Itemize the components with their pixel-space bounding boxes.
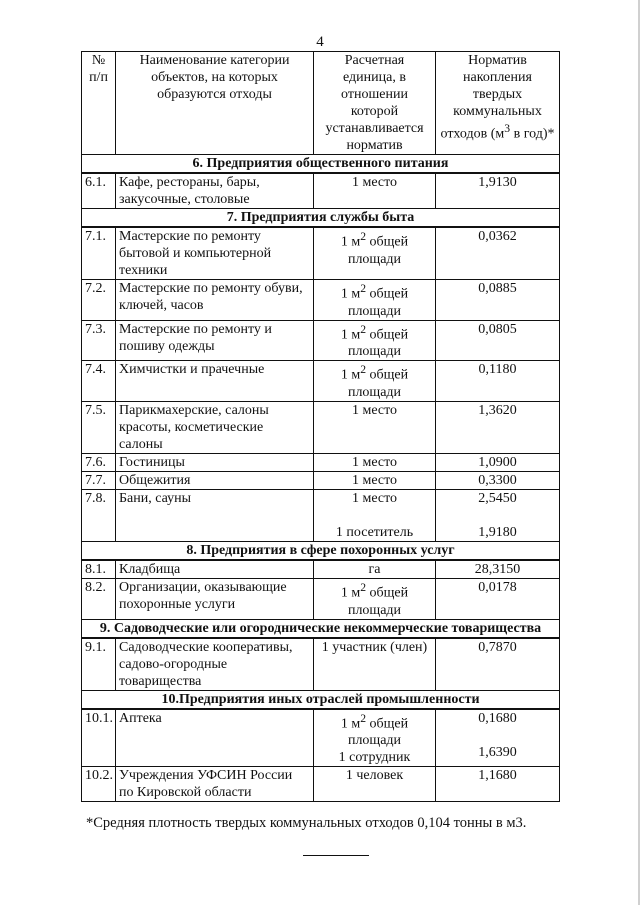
- row-unit: [314, 560, 436, 579]
- page-number: 4: [316, 34, 324, 50]
- table-row: [82, 471, 560, 489]
- value-text: 1,9130: [478, 175, 517, 190]
- row-unit: [314, 227, 436, 280]
- row-name: Парикмахерские, салоны красоты, косметические салоны: [116, 401, 314, 453]
- row-number: 7.2.: [82, 280, 116, 321]
- table-row: [82, 280, 560, 321]
- row-unit: [314, 767, 436, 802]
- value-text: 0,1180: [478, 362, 517, 378]
- table-row: [82, 767, 560, 802]
- table-row: [82, 709, 560, 767]
- unit-prefix: 1 м: [340, 367, 361, 383]
- value-text: 1,0900: [478, 454, 517, 470]
- section-row: [82, 209, 560, 228]
- unit-prefix: 1 м: [340, 327, 361, 343]
- section-row: [82, 619, 560, 638]
- section-title: 10.Предприятия иных отраслей промышленности: [82, 690, 560, 709]
- header-num: № п/п: [82, 52, 116, 155]
- header-name: Наименование категории объектов, на которых образуются отходы: [116, 52, 314, 155]
- row-unit: [314, 453, 436, 471]
- row-name: Садоводческие кооперативы, садово-огородные товарищества: [116, 638, 314, 691]
- unit-suffix: общей площади: [347, 716, 409, 749]
- value-text: 0,0885: [478, 281, 517, 296]
- row-value: [436, 320, 560, 361]
- unit-secondary: 1 посетитель: [335, 524, 414, 540]
- unit-prefix: 1 м: [340, 716, 361, 732]
- row-name: Мастерские по ремонту обуви, ключей, часов: [116, 280, 314, 321]
- value-text: 1,1680: [478, 768, 517, 784]
- row-number: 7.1.: [82, 227, 116, 280]
- row-name: Общежития: [116, 471, 314, 489]
- unit-text: га: [368, 561, 381, 577]
- value-gap: [439, 727, 556, 744]
- table-row: [82, 361, 560, 402]
- unit-superscript: 2: [360, 322, 367, 336]
- value-gap: [439, 507, 556, 524]
- unit-text: 1 место: [351, 402, 398, 418]
- row-value: [436, 361, 560, 402]
- unit-secondary: 1 сотрудник: [338, 750, 411, 766]
- value-text: 2,5450: [478, 490, 517, 506]
- row-name: Мастерские по ремонту бытовой и компьютерной техники: [116, 227, 314, 280]
- unit-suffix: общей площади: [347, 327, 409, 360]
- row-unit: [314, 471, 436, 489]
- unit-text: 1 человек: [345, 768, 404, 784]
- table-row: [82, 227, 560, 280]
- table-row: [82, 578, 560, 619]
- row-name: Учреждения УФСИН России по Кировской области: [116, 767, 314, 802]
- row-number: 6.1.: [82, 173, 116, 209]
- table-row: [82, 489, 560, 541]
- table-row: [82, 560, 560, 579]
- table-row: [82, 401, 560, 453]
- value-text: 0,3300: [478, 472, 517, 488]
- row-value: [436, 489, 560, 541]
- section-row: [82, 155, 560, 174]
- row-value: [436, 401, 560, 453]
- row-number: 10.1.: [82, 709, 116, 767]
- unit-suffix: общей площади: [347, 367, 409, 400]
- unit-superscript: 2: [360, 363, 367, 377]
- value-text: 0,0362: [478, 229, 517, 244]
- unit-text: 1 место: [351, 472, 398, 488]
- row-unit: [314, 638, 436, 691]
- row-number: 7.3.: [82, 320, 116, 361]
- value-secondary: 1,6390: [478, 744, 517, 760]
- row-unit: [314, 320, 436, 361]
- section-row: [82, 541, 560, 560]
- row-name: Аптека: [116, 709, 314, 767]
- unit-superscript: 2: [360, 282, 367, 295]
- table-body: [82, 155, 560, 802]
- row-value: [436, 453, 560, 471]
- row-name: Организации, оказывающие похоронные услуги: [116, 578, 314, 619]
- row-value: [436, 471, 560, 489]
- unit-prefix: 1 м: [340, 286, 361, 302]
- unit-suffix: общей площади: [347, 286, 409, 319]
- value-text: 0,1680: [478, 710, 517, 726]
- unit-text: 1 место: [351, 454, 398, 470]
- section-row: [82, 690, 560, 709]
- header-norm-prefix: Норматив накопления твердых коммунальных отходов (м: [440, 53, 542, 142]
- row-unit: [314, 361, 436, 402]
- table-header-row: [82, 52, 560, 155]
- value-text: 0,0805: [478, 321, 517, 337]
- unit-suffix: общей площади: [347, 585, 409, 618]
- section-title: 7. Предприятия службы быта: [82, 209, 560, 228]
- row-unit: [314, 401, 436, 453]
- table-row: [82, 453, 560, 471]
- row-unit: [314, 280, 436, 321]
- row-name: Химчистки и прачечные: [116, 361, 314, 402]
- unit-prefix: 1 м: [340, 585, 361, 601]
- table-row: [82, 173, 560, 209]
- value-secondary: 1,9180: [478, 524, 517, 540]
- row-value: [436, 560, 560, 579]
- unit-text: 1 участник (член): [321, 639, 428, 655]
- row-value: [436, 227, 560, 280]
- row-number: 8.1.: [82, 560, 116, 579]
- value-text: 1,3620: [478, 402, 517, 418]
- unit-text: 1 место: [351, 175, 398, 190]
- row-name: Бани, сауны: [116, 489, 314, 541]
- row-name: Гостиницы: [116, 453, 314, 471]
- section-title: 9. Садоводческие или огороднические некоммерческие товарищества: [82, 619, 560, 638]
- header-unit: Расчетная единица, в отношении которой устанавливается норматив: [314, 52, 436, 155]
- unit-suffix: общей площади: [347, 234, 409, 267]
- row-unit: [314, 173, 436, 209]
- row-name: Кладбища: [116, 560, 314, 579]
- row-unit: [314, 578, 436, 619]
- row-name: Мастерские по ремонту и пошиву одежды: [116, 320, 314, 361]
- row-number: 10.2.: [82, 767, 116, 802]
- row-value: [436, 173, 560, 209]
- row-number: 7.8.: [82, 489, 116, 541]
- value-text: 28,3150: [474, 561, 521, 577]
- norms-table: [81, 51, 560, 802]
- row-number: 7.6.: [82, 453, 116, 471]
- header-norm-sup: 3: [504, 122, 511, 135]
- row-number: 8.2.: [82, 578, 116, 619]
- row-number: 9.1.: [82, 638, 116, 691]
- row-unit: [314, 489, 436, 541]
- unit-text: 1 место: [351, 490, 398, 506]
- row-number: 7.5.: [82, 401, 116, 453]
- end-divider: [303, 855, 369, 856]
- footnote: *Средняя плотность твердых коммунальных отходов 0,104 тонны в м3.: [86, 815, 527, 831]
- table-row: [82, 320, 560, 361]
- row-name: Кафе, рестораны, бары, закусочные, столовые: [116, 173, 314, 209]
- unit-prefix: 1 м: [340, 234, 361, 250]
- table-row: [82, 638, 560, 691]
- row-value: [436, 709, 560, 767]
- unit-superscript: 2: [360, 580, 367, 594]
- row-number: 7.4.: [82, 361, 116, 402]
- header-norm-suffix: в год)*: [510, 126, 555, 142]
- row-unit: [314, 709, 436, 767]
- value-text: 0,7870: [478, 639, 517, 655]
- row-number: 7.7.: [82, 471, 116, 489]
- row-value: [436, 767, 560, 802]
- header-norm: [436, 52, 560, 155]
- section-title: 8. Предприятия в сфере похоронных услуг: [82, 541, 560, 560]
- section-title: 6. Предприятия общественного питания: [82, 155, 560, 174]
- unit-superscript: 2: [360, 230, 367, 243]
- row-value: [436, 638, 560, 691]
- row-value: [436, 280, 560, 321]
- unit-gap: [317, 507, 432, 524]
- value-text: 0,0178: [478, 579, 517, 595]
- unit-superscript: 2: [360, 711, 367, 725]
- row-value: [436, 578, 560, 619]
